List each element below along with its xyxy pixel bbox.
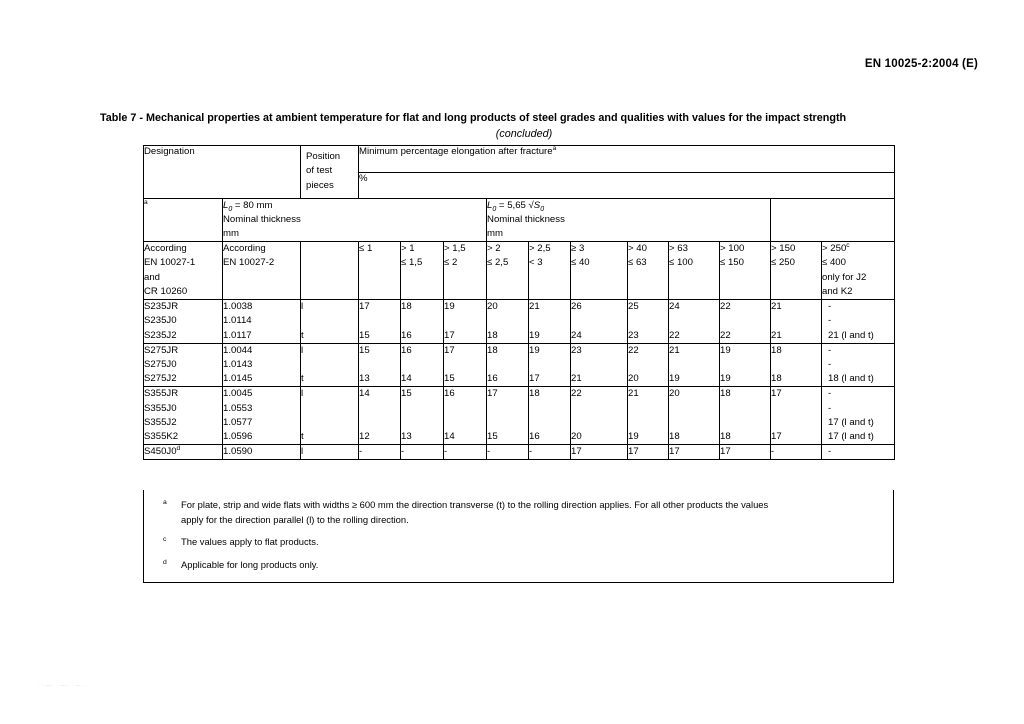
value-cell: 18 16 <box>529 387 571 445</box>
test-positions-s355: l t <box>301 387 359 445</box>
header-group-L0-565: $L_0 = 5,65$ $√S_0$ Nominal thickness mm <box>487 199 771 242</box>
test-positions-s450: l <box>301 445 359 460</box>
nominal-thickness-label-right: Nominal thickness <box>487 213 565 225</box>
mechanical-properties-table <box>143 145 895 460</box>
mm-label-left: mm <box>223 227 239 239</box>
value-cell: - <box>401 445 444 460</box>
header-according-en-10027-2: According EN 10027-2 <box>223 241 301 300</box>
value-cell: 17 <box>628 445 669 460</box>
value-cell: 19 17 <box>529 343 571 387</box>
header-range-6: > 40 ≤ 63 <box>628 241 669 300</box>
value-cell: 21 19 <box>529 300 571 344</box>
value-cell: 17 15 <box>444 343 487 387</box>
table-caption <box>100 111 948 142</box>
table-row <box>144 445 895 460</box>
footnote-ref-d: d <box>176 444 181 452</box>
nominal-thickness-label-left: Nominal thickness <box>223 213 301 225</box>
value-cell: 23 21 <box>571 343 628 387</box>
value-cell: 25 23 <box>628 300 669 344</box>
value-cell: 17 <box>669 445 720 460</box>
value-cell: 16 14 <box>444 387 487 445</box>
material-numbers-s355: 1.0045 1.0553 1.0577 1.0596 <box>223 387 301 445</box>
value-cell: 18 18 <box>720 387 771 445</box>
table-7 <box>143 145 894 460</box>
table-row <box>144 387 895 445</box>
footnote-marker: a <box>163 499 167 506</box>
header-range-1: > 1 ≤ 1,5 <box>401 241 444 300</box>
header-unit-percent: % <box>359 172 895 199</box>
header-range-2: > 1,5 ≤ 2 <box>444 241 487 300</box>
position-line-1: Position <box>306 151 341 162</box>
material-numbers-s275: 1.0044 1.0143 1.0145 <box>223 343 301 387</box>
footnote-a <box>153 498 884 527</box>
value-cell: - - 21 (l and t) <box>822 300 895 344</box>
position-line-2: of test <box>306 165 333 177</box>
footnote-text: For plate, strip and wide flats with widths ≥ 600 mm the direction transverse (t) to the rolling direction applies. For all other products the values apply for the direction parallel (l) to the rolling direction. <box>181 499 769 525</box>
table-caption-title: Table 7 - Mechanical properties at ambient temperature for flat and long products of steel grades and qualities with values for the impact strength <box>100 112 847 124</box>
value-cell: 17 17 <box>771 387 822 445</box>
value-cell: 21 19 <box>669 343 720 387</box>
value-cell: - <box>487 445 529 460</box>
value-cell: - <box>771 445 822 460</box>
value-cell: 16 14 <box>401 343 444 387</box>
grade-designations-s275: S275JR S275J0 S275J2 <box>144 343 223 387</box>
value-cell: 22 20 <box>571 387 628 445</box>
value-cell: 19 17 <box>444 300 487 344</box>
value-cell: 21 19 <box>628 387 669 445</box>
header-position-of-test-pieces <box>301 146 359 199</box>
header-range-9: > 150 ≤ 250 <box>771 241 822 300</box>
value-cell: 18 16 <box>487 343 529 387</box>
value-cell: 17 15 <box>359 300 401 344</box>
value-cell: - <box>822 445 895 460</box>
value-cell: 19 19 <box>720 343 771 387</box>
header-row-gauge <box>144 199 895 242</box>
footnote-c <box>153 535 884 550</box>
header-range-7: > 63 ≤ 100 <box>669 241 720 300</box>
value-cell: 24 22 <box>669 300 720 344</box>
position-line-3: pieces <box>306 179 334 191</box>
header-range-4: > 2,5 < 3 <box>529 241 571 300</box>
value-cell: 17 <box>571 445 628 460</box>
header-row-groups <box>144 146 895 173</box>
grade-designations-s235: S235JR S235J0 S235J2 <box>144 300 223 344</box>
header-range-3: > 2 ≤ 2,5 <box>487 241 529 300</box>
position-footnote-marker: a <box>144 199 223 242</box>
value-cell: 18 18 <box>771 343 822 387</box>
value-cell: - <box>444 445 487 460</box>
value-cell: 15 13 <box>359 343 401 387</box>
value-cell: 21 21 <box>771 300 822 344</box>
value-cell: 14 12 <box>359 387 401 445</box>
header-range-5: ≥ 3 ≤ 40 <box>571 241 628 300</box>
value-cell: 15 13 <box>401 387 444 445</box>
header-row-columns <box>144 241 895 300</box>
value-cell: 22 22 <box>720 300 771 344</box>
table-footnotes <box>143 490 894 583</box>
header-range-8: > 100 ≤ 150 <box>720 241 771 300</box>
value-cell: 18 16 <box>401 300 444 344</box>
header-group-L0-80mm: $L_0 = 80$ mm Nominal thickness mm <box>223 199 487 242</box>
footnote-marker: d <box>163 558 167 566</box>
running-header: EN 10025-2:2004 (E) <box>864 58 978 70</box>
value-cell: - - 17 (l and t) 17 (l and t) <box>822 387 895 445</box>
footnote-text: Applicable for long products only. <box>181 558 319 570</box>
value-cell: 20 18 <box>669 387 720 445</box>
material-numbers-s450: 1.0590 <box>223 445 301 460</box>
header-elongation-title: Minimum percentage elongation after fracture$^a$ <box>359 146 895 173</box>
footnote-ref-a: a <box>552 144 557 152</box>
value-cell: 17 <box>720 445 771 460</box>
value-cell: - <box>529 445 571 460</box>
header-designation: Designation <box>144 146 301 199</box>
footnote-marker: c <box>163 536 167 544</box>
test-positions-s275: l t <box>301 343 359 387</box>
value-cell: 22 20 <box>628 343 669 387</box>
table-caption-subtitle: (concluded) <box>495 127 553 140</box>
value-cell: 20 18 <box>487 300 529 344</box>
value-cell: - - 18 (l and t) <box>822 343 895 387</box>
value-cell: - <box>359 445 401 460</box>
grade-designations-s450: S450J0$^d$ <box>144 445 223 460</box>
table-row <box>144 343 895 387</box>
footnote-d <box>153 558 884 573</box>
header-range-10: > $250^c$ ≤ 400 only for J2 and K2 <box>822 241 895 300</box>
footnote-ref-c: c <box>846 241 850 249</box>
test-positions-s235: l t <box>301 300 359 344</box>
header-position-spacer <box>301 241 359 300</box>
mm-label-right: mm <box>487 227 503 239</box>
header-range-0: ≤ 1 <box>359 241 401 300</box>
value-cell: 17 15 <box>487 387 529 445</box>
material-numbers-s235: 1.0038 1.0114 1.0117 <box>223 300 301 344</box>
grade-designations-s355: S355JR S355J0 S355J2 S355K2 <box>144 387 223 445</box>
scan-artifact: · · — · · — · · — · · <box>38 683 89 689</box>
footnote-text: The values apply to flat products. <box>181 536 319 548</box>
header-according-en-10027-1: According EN 10027-1 and CR 10260 <box>144 241 223 300</box>
table-row <box>144 300 895 344</box>
value-cell: 26 24 <box>571 300 628 344</box>
